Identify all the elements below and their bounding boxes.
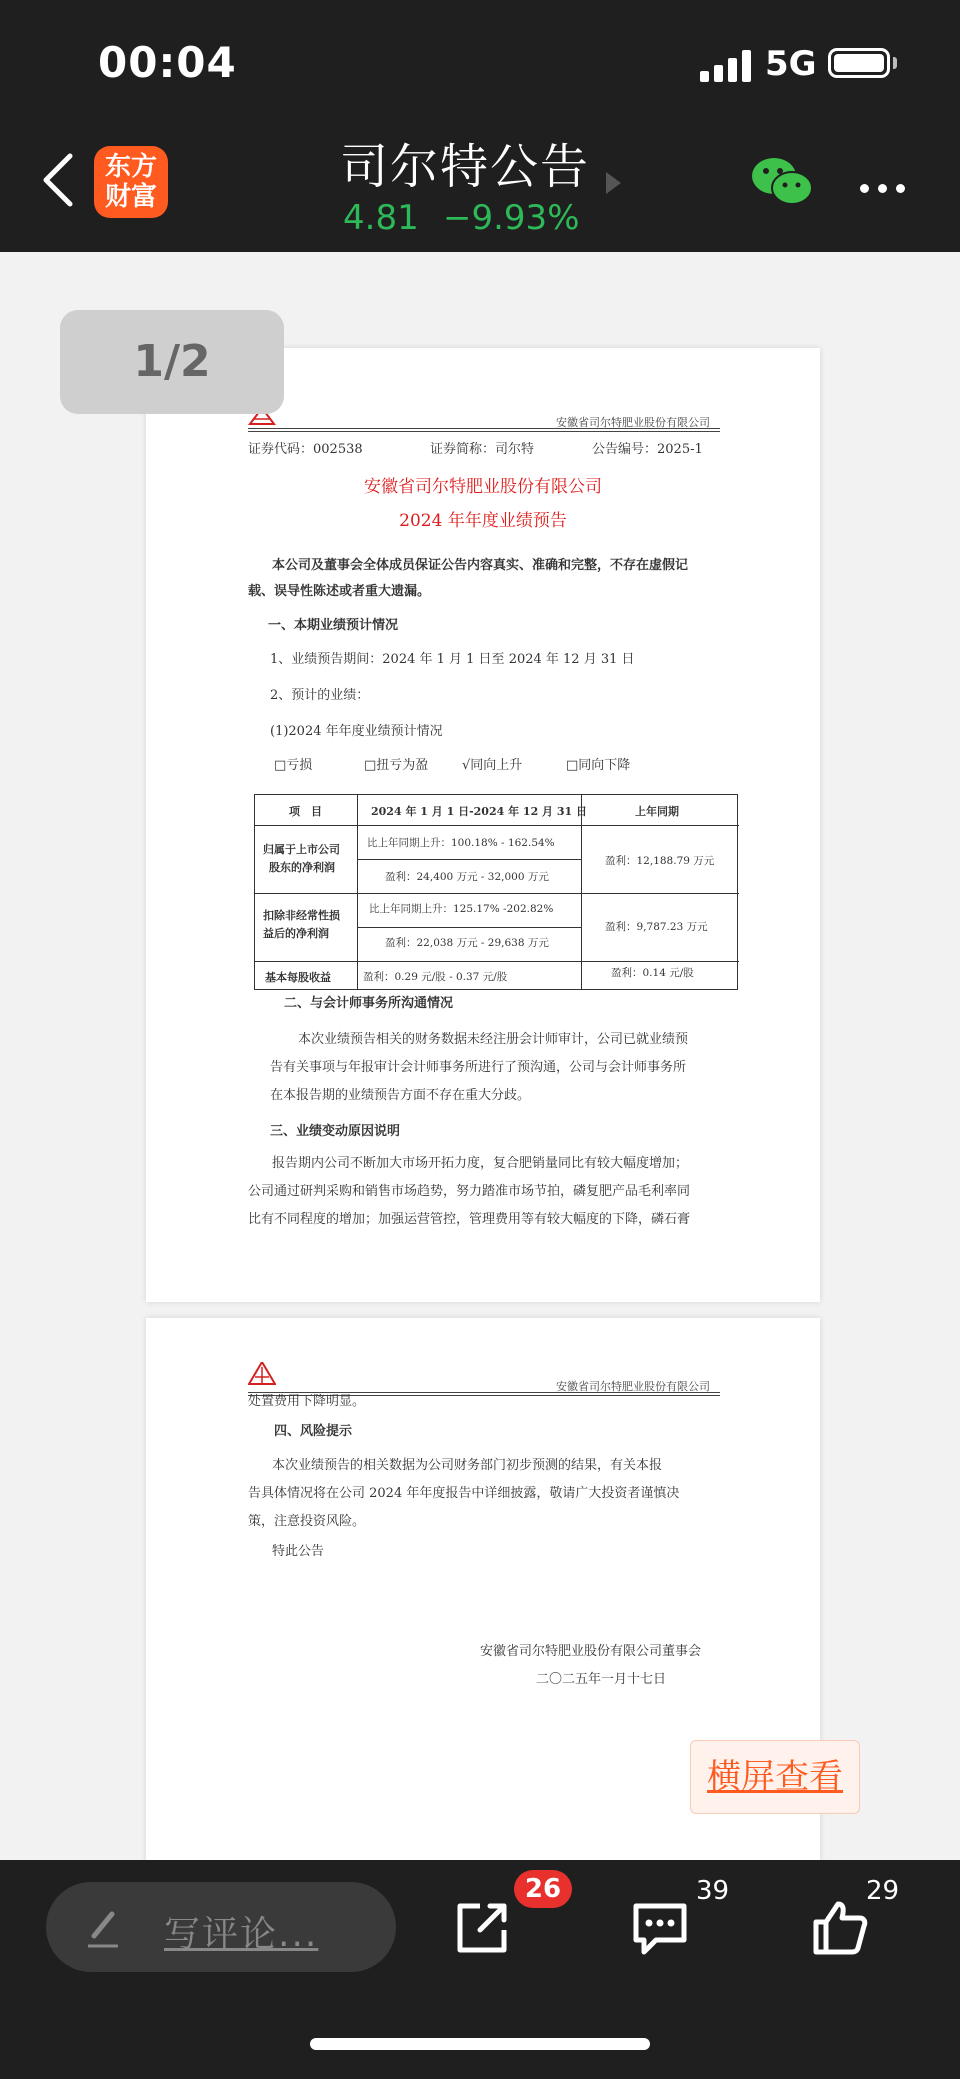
top-bar (0, 0, 960, 252)
option-decrease: □同向下降 (566, 758, 631, 773)
landscape-view-button[interactable]: 横屏查看 (690, 1740, 860, 1814)
comment-count: 39 (696, 1876, 730, 1906)
back-icon[interactable] (38, 150, 78, 210)
announcement-number: 公告编号：2025-1 (592, 442, 703, 457)
risk-line-1: 本次业绩预告的相关数据为公司财务部门初步预测的结果，有关本报 (272, 1458, 663, 1473)
row-1-prior: 盈利：12,188.79 万元 (605, 855, 715, 867)
network-label: 5G (765, 44, 817, 84)
expected-line: 2、预计的业绩： (270, 688, 370, 703)
reason-line-2: 公司通过研判采购和销售市场趋势，努力踏准市场节拍，磷复肥产品毛利率同 (248, 1184, 691, 1199)
table-header-period: 2024 年 1 月 1 日-2024 年 12 月 31 日 (371, 805, 588, 818)
risk-line-2: 告具体情况将在公司 2024 年年度报告中详细披露，敬请广大投资者谨慎决 (248, 1486, 680, 1501)
table-header-item: 项 目 (289, 805, 322, 818)
share-icon[interactable] (452, 1898, 512, 1958)
row-2-name-a: 扣除非经常性损 (263, 909, 340, 922)
comment-input[interactable] (46, 1882, 396, 1972)
row-2-change: 比上年同期上升：125.17% -202.82% (369, 903, 554, 915)
stock-price: 4.81 (343, 198, 419, 238)
page-header-company: 安徽省司尔特肥业股份有限公司 (556, 416, 710, 429)
row-3-prior: 盈利：0.14 元/股 (611, 967, 694, 979)
battery-tip (893, 57, 897, 69)
header-rule-thin (248, 431, 720, 432)
header-rule (248, 428, 720, 429)
option-loss: □亏损 (274, 758, 313, 773)
forecast-table (254, 794, 738, 990)
row-1-name-b: 股东的净利润 (269, 861, 335, 874)
company-logo-icon (248, 1362, 276, 1386)
doc-subtitle: 2024 年年度业绩预告 (399, 511, 567, 531)
stock-short-name: 证券简称：司尔特 (430, 442, 535, 457)
stock-change: −9.93% (443, 198, 580, 238)
page-header-company: 安徽省司尔特肥业股份有限公司 (556, 1380, 710, 1393)
reason-line-1: 报告期内公司不断加大市场开拓力度，复合肥销量同比有较大幅度增加； (272, 1156, 689, 1171)
logo-text-top: 东方 (104, 152, 157, 182)
option-turnaround: □扭亏为盈 (364, 758, 429, 773)
more-icon[interactable] (860, 178, 914, 197)
home-indicator (310, 2038, 650, 2050)
wechat-icon[interactable] (750, 156, 814, 208)
share-count-badge: 26 (514, 1870, 572, 1908)
special-note: 特此公告 (272, 1544, 325, 1559)
intro-line-2: 载、误导性陈述或者重大遗漏。 (248, 584, 431, 599)
pencil-icon (84, 1906, 124, 1950)
arrow-right-icon[interactable] (606, 172, 621, 194)
row-1-name-a: 归属于上市公司 (263, 843, 340, 856)
like-count: 29 (866, 1876, 900, 1906)
sign-date: 二〇二五年一月十七日 (536, 1672, 667, 1687)
comment-icon[interactable] (630, 1898, 690, 1958)
comm-line-2: 告有关事项与年报审计会计师事务所进行了预沟通，公司与会计师事务所 (270, 1060, 687, 1075)
row-1-change: 比上年同期上升：100.18% - 162.54% (367, 837, 555, 849)
section-3-heading: 三、业绩变动原因说明 (270, 1124, 401, 1139)
intro-line-1: 本公司及董事会全体成员保证公告内容真实、准确和完整，不存在虚假记 (272, 558, 689, 573)
row-2-prior: 盈利：9,787.23 万元 (605, 921, 708, 933)
table-header-prior: 上年同期 (635, 805, 679, 818)
logo-text-bottom: 财富 (104, 182, 157, 212)
document-page-1 (146, 348, 820, 1302)
comm-line-1: 本次业绩预告相关的财务数据未经注册会计师审计，公司已就业绩预 (298, 1032, 689, 1047)
signal-icon (700, 50, 752, 82)
row-2-range: 盈利：22,038 万元 - 29,638 万元 (385, 937, 549, 949)
section-2-heading: 二、与会计师事务所沟通情况 (284, 996, 454, 1011)
doc-title: 安徽省司尔特肥业股份有限公司 (364, 477, 602, 497)
row-3-range: 盈利：0.29 元/股 - 0.37 元/股 (363, 971, 508, 983)
section-1-heading: 一、本期业绩预计情况 (268, 618, 399, 633)
page-indicator: 1/2 (60, 310, 284, 414)
signature: 安徽省司尔特肥业股份有限公司董事会 (480, 1644, 702, 1659)
stock-title: 司尔特公告 (340, 139, 591, 195)
row-1-range: 盈利：24,400 万元 - 32,000 万元 (385, 871, 549, 883)
row-2-name-b: 益后的净利润 (263, 927, 329, 940)
comm-line-3: 在本报告期的业绩预告方面不存在重大分歧。 (270, 1088, 531, 1103)
page2-line-1: 处置费用下降明显。 (248, 1394, 366, 1409)
like-icon[interactable] (810, 1898, 870, 1958)
option-increase: √同向上升 (462, 758, 523, 773)
section-4-heading: 四、风险提示 (274, 1424, 353, 1439)
reason-line-3: 比有不同程度的增加；加强运营管控，管理费用等有较大幅度的下降，磷石膏 (248, 1212, 691, 1227)
battery-icon (828, 48, 890, 78)
risk-line-3: 策，注意投资风险。 (248, 1514, 366, 1529)
app-logo (94, 146, 168, 218)
comment-placeholder: 写评论... (164, 1914, 319, 1955)
period-line: 1、业绩预告期间：2024 年 1 月 1 日至 2024 年 12 月 31 日 (270, 652, 635, 667)
row-3-name: 基本每股收益 (265, 971, 331, 984)
sub-heading: (1)2024 年年度业绩预计情况 (270, 724, 443, 739)
status-time: 00:04 (98, 38, 237, 87)
document-viewer[interactable] (0, 252, 960, 1860)
stock-code: 证券代码：002538 (248, 442, 363, 457)
